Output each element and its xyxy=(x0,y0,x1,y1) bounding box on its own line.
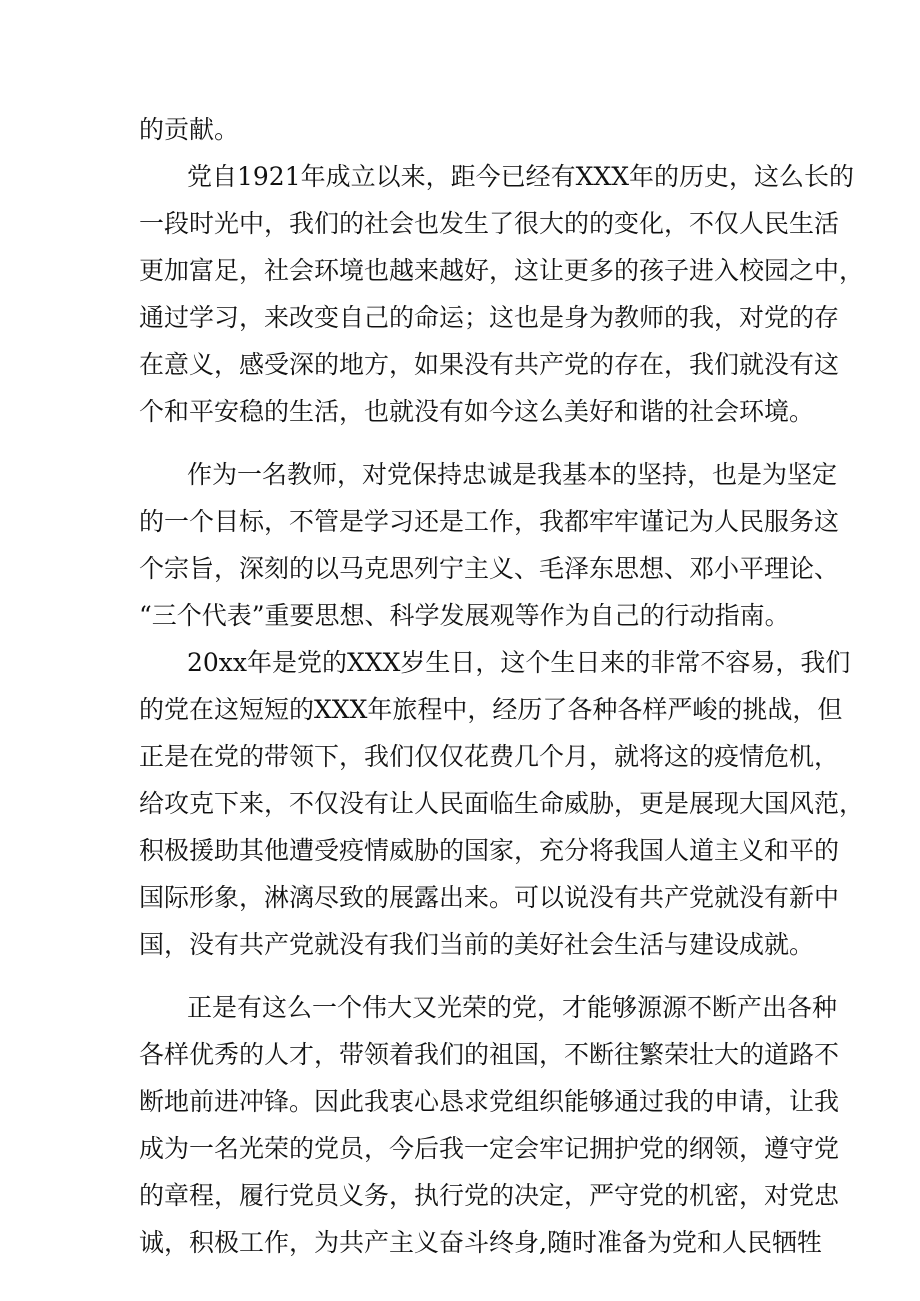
text-line: 通过学习，来改变自己的命运；这也是身为教师的我，对党的存 xyxy=(139,303,840,332)
text-line: “三个代表”重要思想、科学发展观等作为自己的行动指南。 xyxy=(139,601,790,630)
text-line: 的党在这短短的XXX年旅程中，经历了各种各样严峻的挑战，但 xyxy=(139,695,843,724)
text-line: 的贡献。 xyxy=(139,115,240,144)
text-line: 积极援助其他遭受疫情威胁的国家，充分将我国人道主义和平的 xyxy=(139,836,840,865)
text-line: 正是有这么一个伟大又光荣的党，才能够源源不断产出各种 xyxy=(187,993,838,1022)
text-line: 诚，积极工作，为共产主义奋斗终身,随时准备为党和人民牺牲 xyxy=(139,1228,822,1257)
text-line: 正是在党的带领下，我们仅仅花费几个月，就将这的疫情危机， xyxy=(139,742,840,771)
text-line: 各样优秀的人才，带领着我们的祖国，不断往繁荣壮大的道路不 xyxy=(139,1040,840,1069)
text-line: 一段时光中，我们的社会也发生了很大的的变化，不仅人民生活 xyxy=(139,209,840,238)
text-line: 个和平安稳的生活，也就没有如今这么美好和谐的社会环境。 xyxy=(139,397,815,426)
text-line: 断地前进冲锋。因此我衷心恳求党组织能够通过我的申请，让我 xyxy=(139,1087,840,1116)
text-line: 更加富足，社会环境也越来越好，这让更多的孩子进入校园之中， xyxy=(139,256,865,285)
text-line: 给攻克下来，不仅没有让人民面临生命威胁，更是展现大国风范， xyxy=(139,789,865,818)
text-line: 的章程，履行党员义务，执行党的决定，严守党的机密，对党忠 xyxy=(139,1181,840,1210)
text-line: 个宗旨，深刻的以马克思列宁主义、毛泽东思想、邓小平理论、 xyxy=(139,554,840,583)
text-line: 国，没有共产党就没有我们当前的美好社会生活与建设成就。 xyxy=(139,930,815,959)
text-line: 成为一名光荣的党员，今后我一定会牢记拥护党的纲领，遵守党 xyxy=(139,1134,840,1163)
text-line: 国际形象，淋漓尽致的展露出来。可以说没有共产党就没有新中 xyxy=(139,883,840,912)
text-line: 的一个目标，不管是学习还是工作，我都牢牢谨记为人民服务这 xyxy=(139,507,840,536)
text-line: 20xx年是党的XXX岁生日，这个生日来的非常不容易，我们 xyxy=(187,648,851,677)
text-line: 作为一名教师，对党保持忠诚是我基本的坚持，也是为坚定 xyxy=(187,460,838,489)
text-line: 在意义，感受深的地方，如果没有共产党的存在，我们就没有这 xyxy=(139,350,840,379)
text-line: 党自1921年成立以来，距今已经有XXX年的历史，这么长的 xyxy=(187,162,855,191)
